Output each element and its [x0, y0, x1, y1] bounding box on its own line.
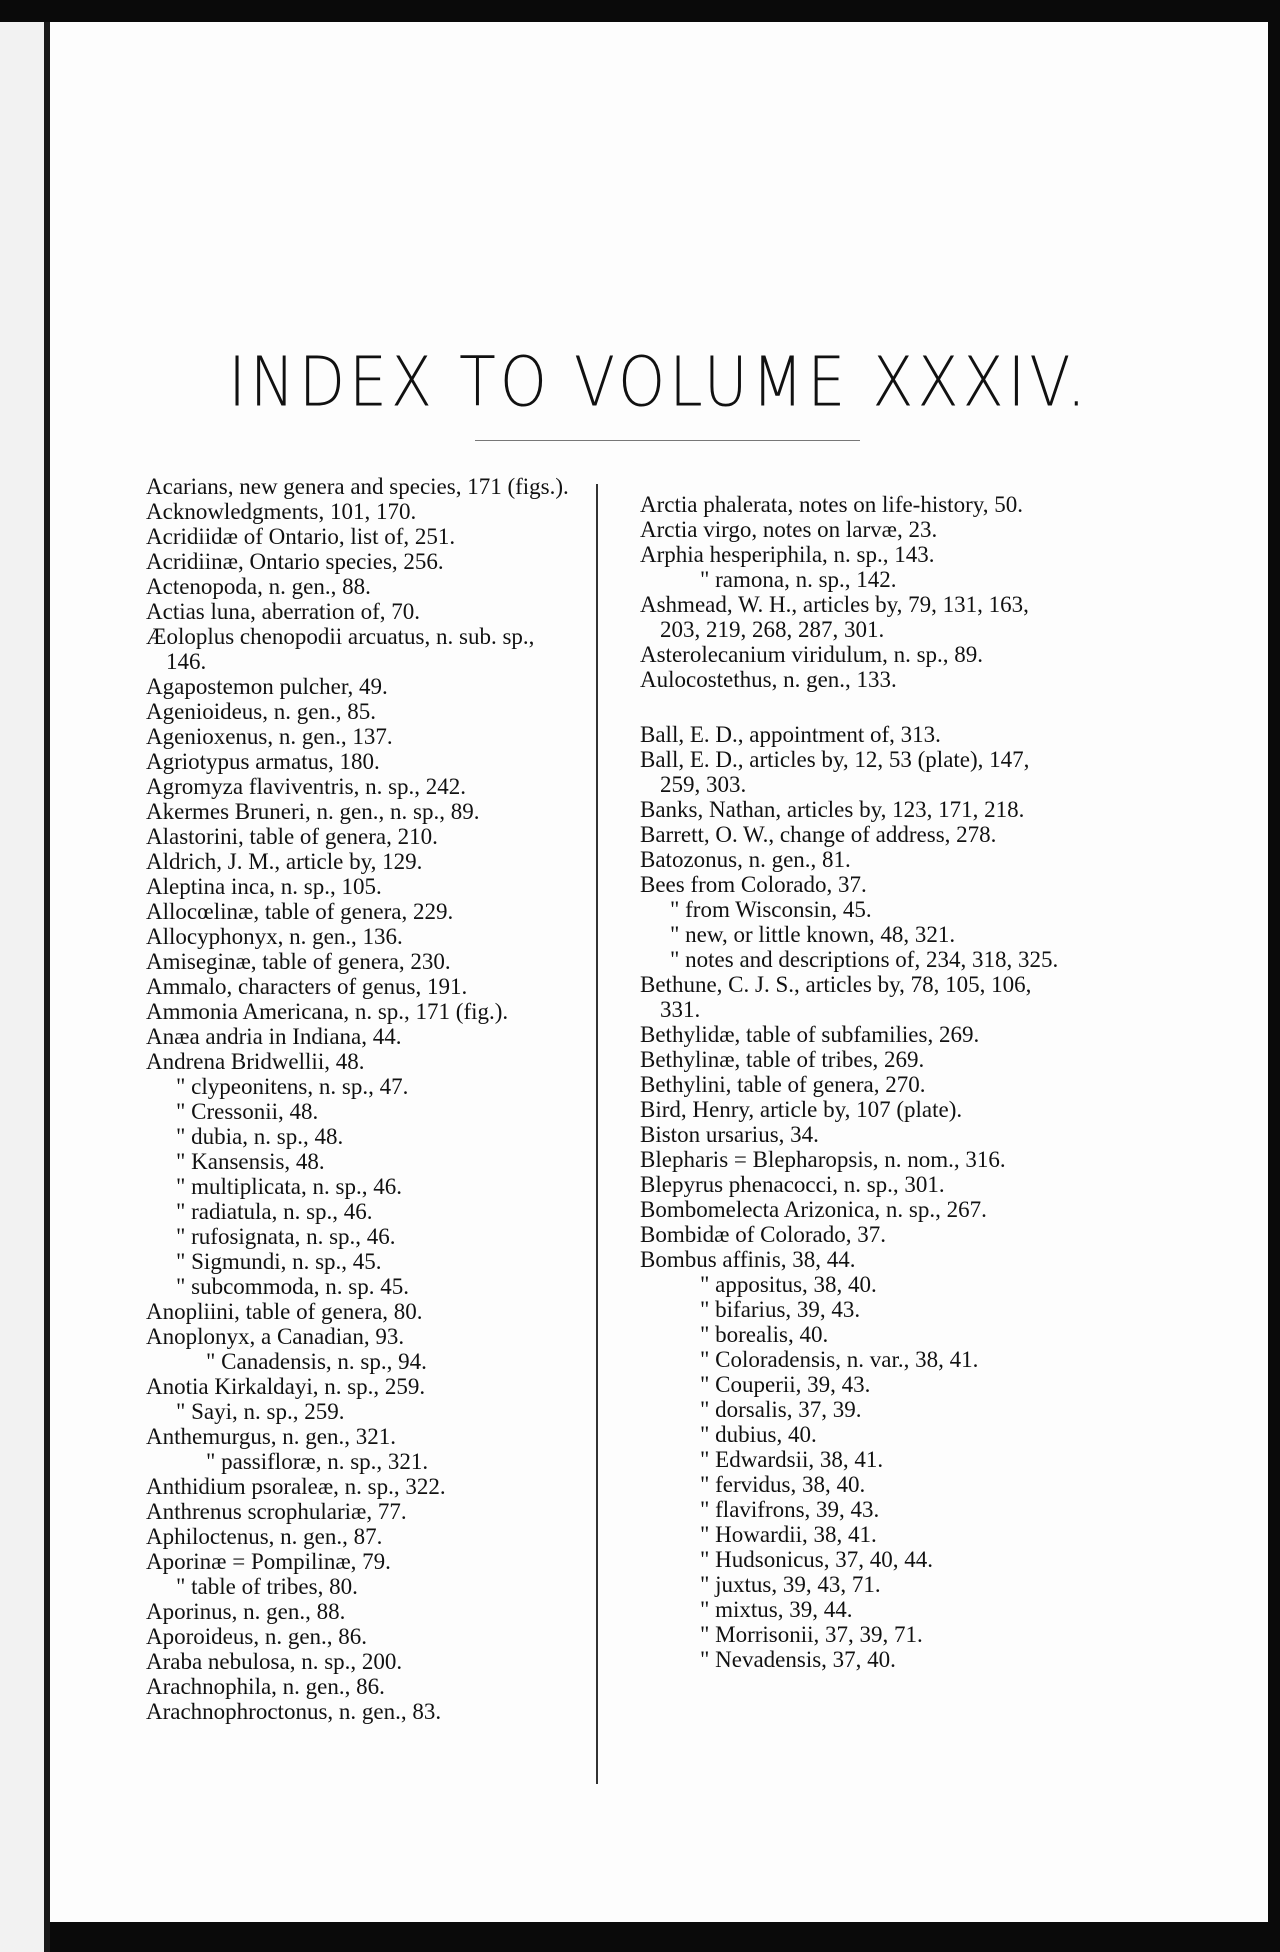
index-entry: Akermes Bruneri, n. gen., n. sp., 89.: [146, 799, 480, 824]
index-entry: Anopliini, table of genera, 80.: [146, 1299, 423, 1324]
index-entry: " radiatula, n. sp., 46.: [176, 1199, 373, 1224]
index-entry: Bethylini, table of genera, 270.: [640, 1072, 926, 1097]
index-entry: " Canadensis, n. sp., 94.: [206, 1349, 427, 1374]
index-entry: " fervidus, 38, 40.: [700, 1472, 866, 1497]
index-entry: Asterolecanium viridulum, n. sp., 89.: [640, 642, 984, 667]
index-entry: Bird, Henry, article by, 107 (plate).: [640, 1097, 963, 1122]
index-entry: Aleptina inca, n. sp., 105.: [146, 874, 382, 899]
index-entry: " ramona, n. sp., 142.: [700, 567, 897, 592]
index-entry: " from Wisconsin, 45.: [670, 897, 872, 922]
index-entry: Acarians, new genera and species, 171 (figs.).: [146, 474, 569, 499]
index-entry: Ammalo, characters of genus, 191.: [146, 974, 468, 999]
index-entry: " Sayi, n. sp., 259.: [176, 1399, 345, 1424]
index-entry: " Edwardsii, 38, 41.: [700, 1447, 884, 1472]
index-entry: Anthidium psoraleæ, n. sp., 322.: [146, 1474, 446, 1499]
index-entry: Acknowledgments, 101, 170.: [146, 499, 417, 524]
index-entry: " passifloræ, n. sp., 321.: [206, 1449, 429, 1474]
index-entry: Agenioideus, n. gen., 85.: [146, 699, 376, 724]
index-entry: Andrena Bridwellii, 48.: [146, 1049, 365, 1074]
index-entry: Anthrenus scrophulariæ, 77.: [146, 1499, 407, 1524]
index-entry: " Cressonii, 48.: [176, 1099, 319, 1124]
index-entry: Ball, E. D., articles by, 12, 53 (plate), 147, 259, 303.: [640, 747, 1030, 797]
index-entry: " multiplicata, n. sp., 46.: [176, 1174, 402, 1199]
index-entry: Agromyza flaviventris, n. sp., 242.: [146, 774, 467, 799]
facing-page-edge: [0, 22, 44, 1952]
index-entry: " juxtus, 39, 43, 71.: [700, 1572, 881, 1597]
index-entry: Blepharis = Blepharopsis, n. nom., 316.: [640, 1147, 1006, 1172]
index-entry: Anæa andria in Indiana, 44.: [146, 1024, 402, 1049]
index-entry: Bethylidæ, table of subfamilies, 269.: [640, 1022, 980, 1047]
index-entry: " Kansensis, 48.: [176, 1149, 325, 1174]
index-entry: Araba nebulosa, n. sp., 200.: [146, 1649, 403, 1674]
index-entry: Blepyrus phenacocci, n. sp., 301.: [640, 1172, 945, 1197]
index-entry: " Sigmundi, n. sp., 45.: [176, 1249, 382, 1274]
index-entry: " clypeonitens, n. sp., 47.: [176, 1074, 409, 1099]
index-entry: Acridiinæ, Ontario species, 256.: [146, 549, 444, 574]
index-entry: Alastorini, table of genera, 210.: [146, 824, 438, 849]
index-entry: Aphiloctenus, n. gen., 87.: [146, 1524, 383, 1549]
index-entry: Barrett, O. W., change of address, 278.: [640, 822, 997, 847]
index-entry: Ashmead, W. H., articles by, 79, 131, 163, 203, 219, 268, 287, 301.: [640, 592, 1029, 642]
index-entry: Aporinæ = Pompilinæ, 79.: [146, 1549, 391, 1574]
index-entry: Banks, Nathan, articles by, 123, 171, 218.: [640, 797, 1025, 822]
index-entry: " table of tribes, 80.: [176, 1574, 358, 1599]
index-entry: " bifarius, 39, 43.: [700, 1297, 861, 1322]
index-entry: Bombomelecta Arizonica, n. sp., 267.: [640, 1197, 987, 1222]
index-entry: Aporinus, n. gen., 88.: [146, 1599, 346, 1624]
index-entry: " mixtus, 39, 44.: [700, 1597, 853, 1622]
index-entry: " rufosignata, n. sp., 46.: [176, 1224, 396, 1249]
index-entry: Arachnophila, n. gen., 86.: [146, 1674, 385, 1699]
index-entry: Aporoideus, n. gen., 86.: [146, 1624, 368, 1649]
index-entry: Bethylinæ, table of tribes, 269.: [640, 1047, 925, 1072]
index-entry: Amiseginæ, table of genera, 230.: [146, 949, 451, 974]
index-entry: Æoloplus chenopodii arcuatus, n. sub. sp., 146.: [146, 624, 535, 674]
index-entry: " flavifrons, 39, 43.: [700, 1497, 880, 1522]
index-entry: " subcommoda, n. sp. 45.: [176, 1274, 409, 1299]
index-entry: " notes and descriptions of, 234, 318, 325.: [670, 947, 1059, 972]
index-entry: " Nevadensis, 37, 40.: [700, 1647, 896, 1672]
index-entry: Arctia virgo, notes on larvæ, 23.: [640, 517, 938, 542]
index-entry: Allocœlinæ, table of genera, 229.: [146, 899, 454, 924]
index-entry: " Howardii, 38, 41.: [700, 1522, 877, 1547]
index-entry: " Morrisonii, 37, 39, 71.: [700, 1622, 923, 1647]
index-entry: " dubius, 40.: [700, 1422, 817, 1447]
index-entry: Bethune, C. J. S., articles by, 78, 105, 106, 331.: [640, 972, 1032, 1022]
index-entry: Bees from Colorado, 37.: [640, 872, 867, 897]
index-entry: Arachnophroctonus, n. gen., 83.: [146, 1699, 442, 1724]
index-entry: Batozonus, n. gen., 81.: [640, 847, 851, 872]
index-entry: Ball, E. D., appointment of, 313.: [640, 722, 941, 747]
index-entry: Anotia Kirkaldayi, n. sp., 259.: [146, 1374, 426, 1399]
index-entry: " Couperii, 39, 43.: [700, 1372, 871, 1397]
index-column-left: [146, 474, 576, 1724]
index-entry: Agapostemon pulcher, 49.: [146, 674, 388, 699]
index-entry: Allocyphonyx, n. gen., 136.: [146, 924, 403, 949]
index-entry: Aldrich, J. M., article by, 129.: [146, 849, 423, 874]
index-entry: Agenioxenus, n. gen., 137.: [146, 724, 393, 749]
index-entry: " Hudsonicus, 37, 40, 44.: [700, 1547, 933, 1572]
index-entry: " Coloradensis, n. var., 38, 41.: [700, 1347, 979, 1372]
index-entry: Aulocostethus, n. gen., 133.: [640, 667, 897, 692]
title-rule: [475, 440, 860, 441]
column-divider: [596, 484, 598, 1784]
section-gap: [640, 692, 1070, 722]
index-column-right: [640, 492, 1070, 1672]
index-entry: Biston ursarius, 34.: [640, 1122, 819, 1147]
index-entry: Anthemurgus, n. gen., 321.: [146, 1424, 397, 1449]
index-entry: Actenopoda, n. gen., 88.: [146, 574, 371, 599]
index-entry: Arctia phalerata, notes on life-history, 50.: [640, 492, 1023, 517]
index-page: [50, 22, 1268, 1922]
index-entry: Bombidæ of Colorado, 37.: [640, 1222, 886, 1247]
index-entry: " appositus, 38, 40.: [700, 1272, 877, 1297]
index-entry: Arphia hesperiphila, n. sp., 143.: [640, 542, 935, 567]
index-entry: " dorsalis, 37, 39.: [700, 1397, 862, 1422]
index-entry: Agriotypus armatus, 180.: [146, 749, 380, 774]
index-entry: Acridiidæ of Ontario, list of, 251.: [146, 524, 456, 549]
index-entry: " borealis, 40.: [700, 1322, 829, 1347]
index-entry: " dubia, n. sp., 48.: [176, 1124, 344, 1149]
index-entry: Actias luna, aberration of, 70.: [146, 599, 420, 624]
index-entry: Bombus affinis, 38, 44.: [640, 1247, 856, 1272]
index-entry: Ammonia Americana, n. sp., 171 (fig.).: [146, 999, 509, 1024]
index-entry: " new, or little known, 48, 321.: [670, 922, 956, 947]
page-title: INDEX TO VOLUME XXXIV.: [228, 342, 1090, 423]
index-entry: Anoplonyx, a Canadian, 93.: [146, 1324, 405, 1349]
